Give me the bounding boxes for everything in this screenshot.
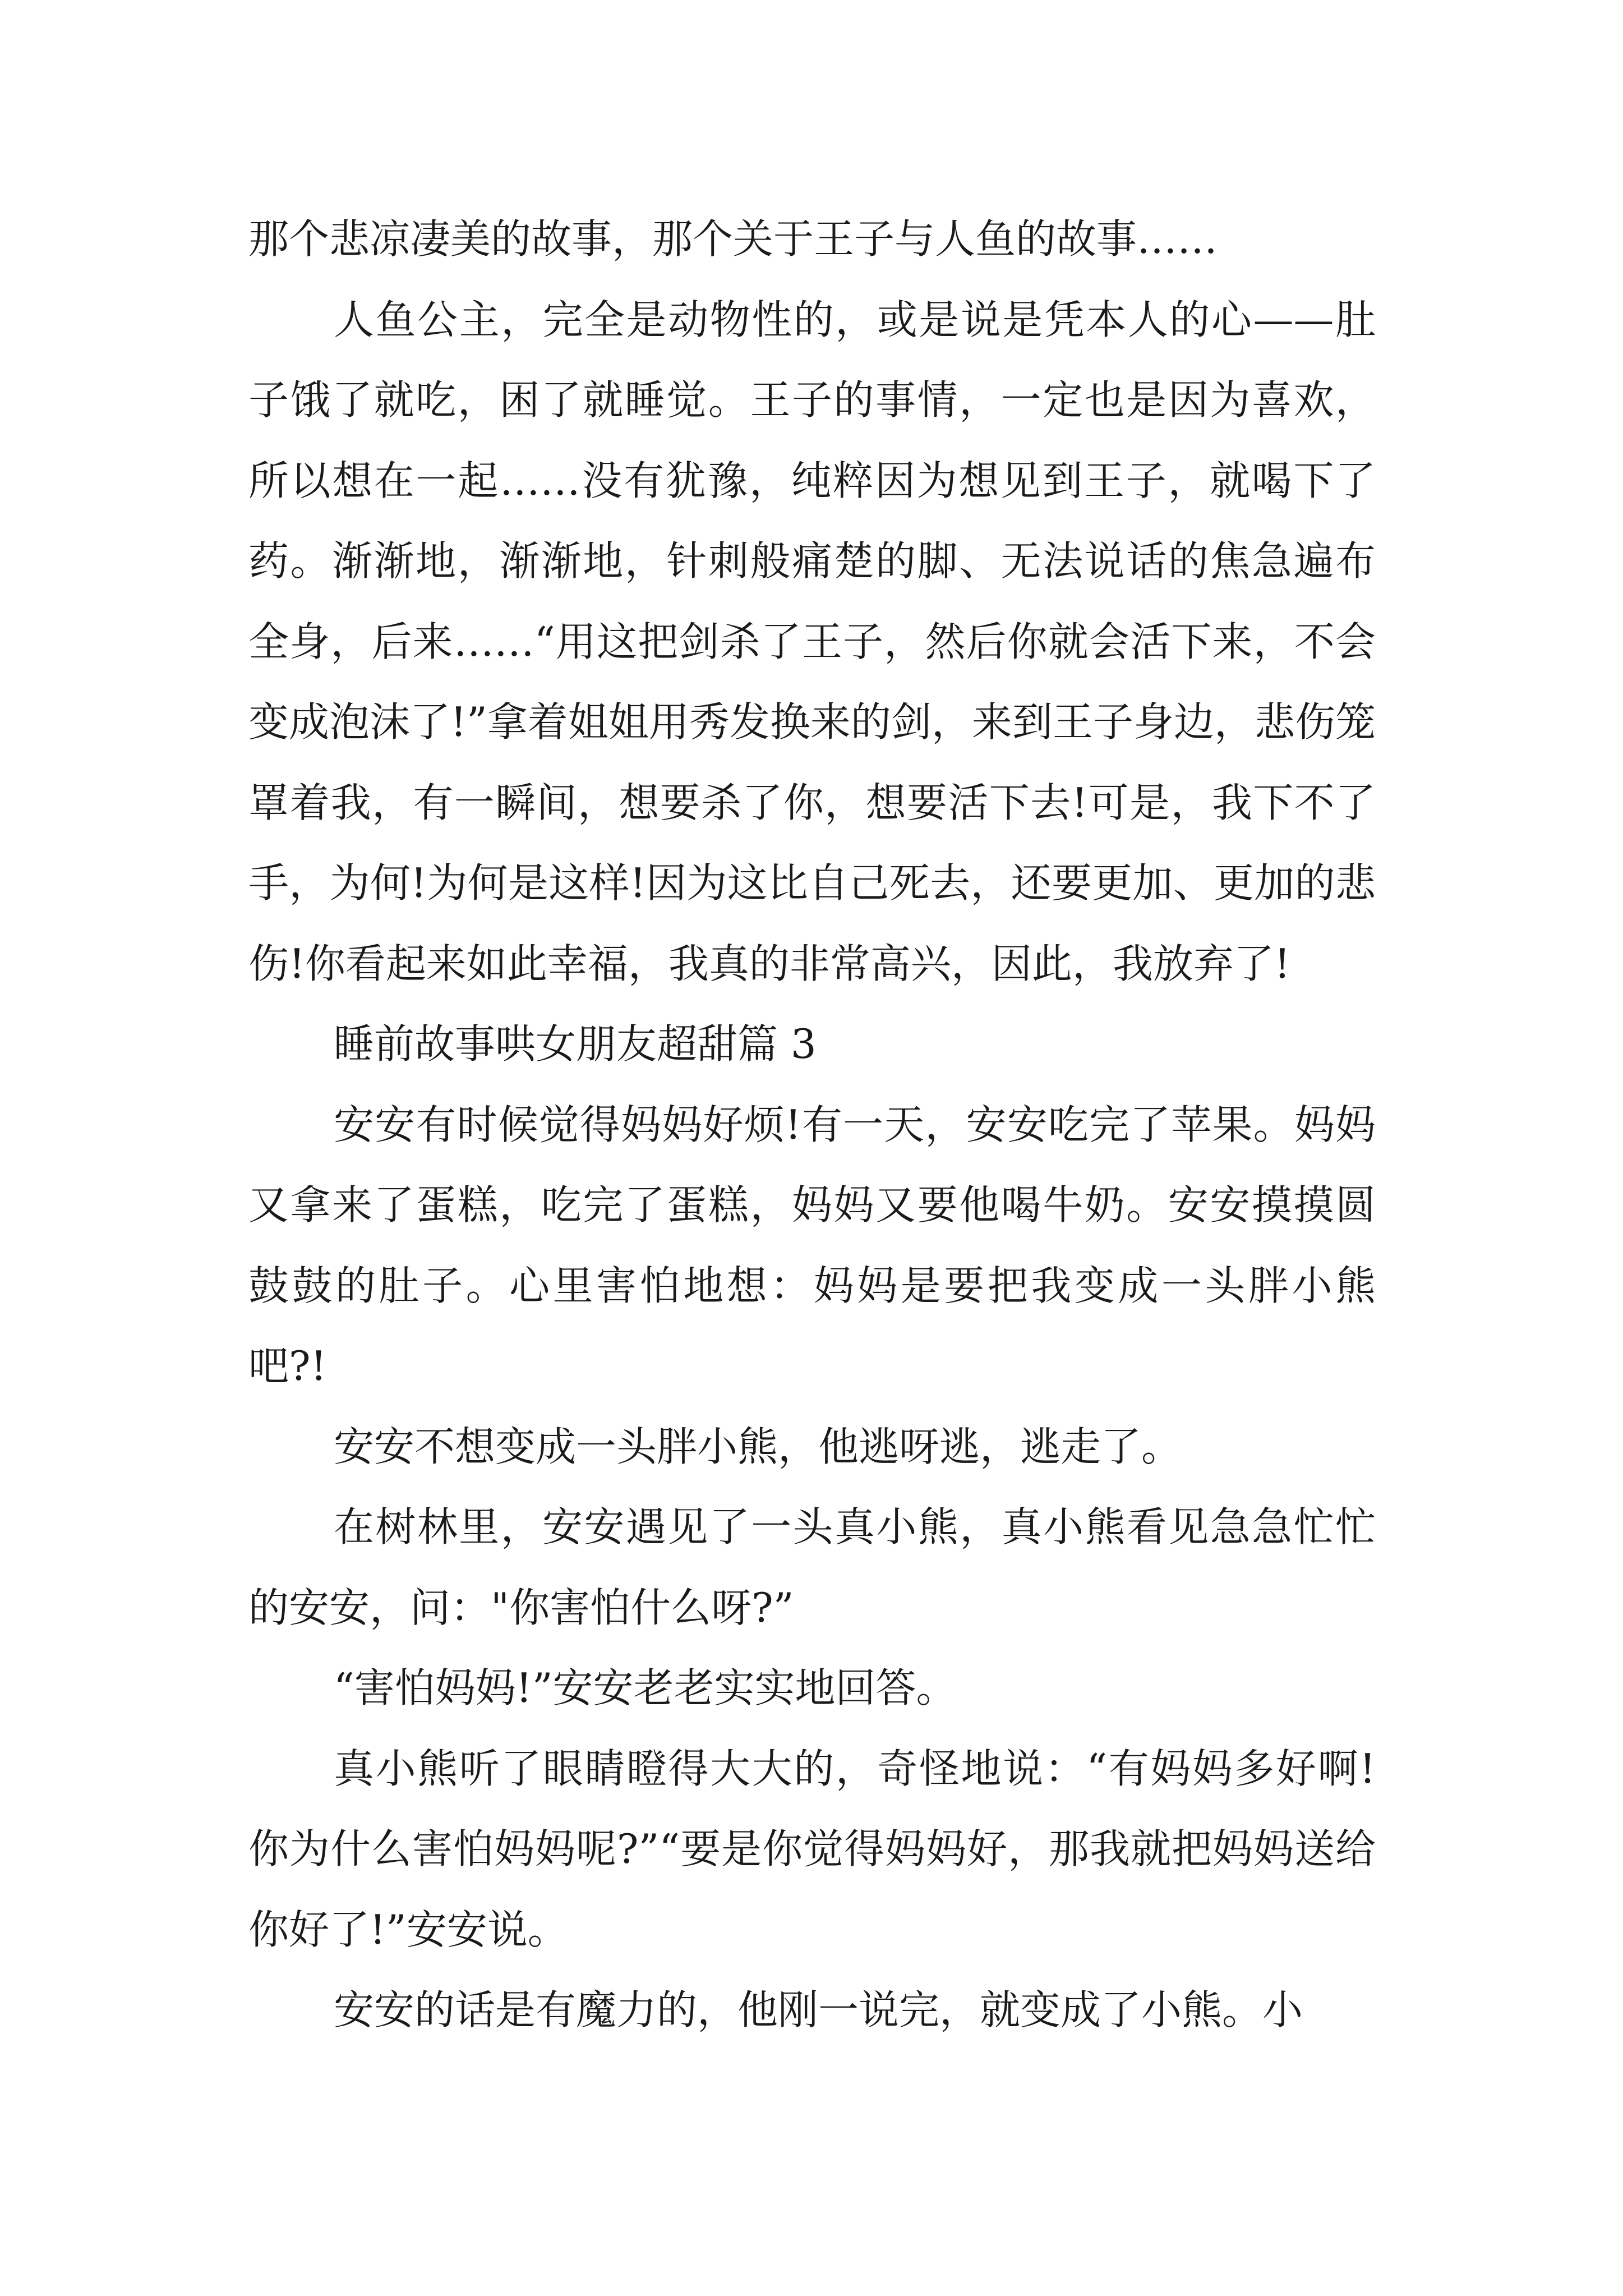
paragraph: 安安不想变成一头胖小熊，他逃呀逃，逃走了。: [334, 1423, 1182, 1470]
section-heading: 睡前故事哄女朋友超甜篇 3: [334, 1020, 817, 1068]
paragraph: 真小熊听了眼睛瞪得大大的，奇怪地说：“有妈妈多好啊!你为什么害怕妈妈呢?”“要是你觉得妈妈好，那我就把妈妈送给你好了!”安安说。: [248, 1745, 1376, 1953]
paragraph: 在树林里，安安遇见了一头真小熊，真小熊看见急急忙忙的安安，问："你害怕什么呀?”: [248, 1503, 1376, 1631]
paragraph: “害怕妈妈!”安安老老实实地回答。: [334, 1664, 957, 1711]
paragraph: 安安有时候觉得妈妈好烦!有一天，安安吃完了苹果。妈妈又拿来了蛋糕，吃完了蛋糕，妈妈又要他喝牛奶。安安摸摸圆鼓鼓的肚子。心里害怕地想：妈妈是要把我变成一头胖小熊吧?!: [248, 1101, 1376, 1389]
paragraph: 安安的话是有魔力的，他刚一说完，就变成了小熊。小: [334, 1986, 1303, 2033]
document-body: [248, 199, 1376, 2051]
paragraph: 那个悲凉凄美的故事，那个关于王子与人鱼的故事……: [248, 215, 1218, 263]
paragraph: 人鱼公主，完全是动物性的，或是说是凭本人的心——肚子饿了就吃，困了就睡觉。王子的事情，一定也是因为喜欢，所以想在一起……没有犹豫，纯粹因为想见到王子，就喝下了药。渐渐地，渐渐地，针刺般痛楚的脚、无法说话的焦急遍布全身，后来……“用这把剑杀了王子，然后你就会活下来，不会变成泡沫了!”拿着姐姐用秀发换来的剑，来到王子身边，悲伤笼罩着我，有一瞬间，想要杀了你，想要活下去!可是，我下不了手，为何!为何是这样!因为这比自己死去，还要更加、更加的悲伤!你看起来如此幸福，我真的非常高兴，因此，我放弃了!: [248, 296, 1376, 987]
